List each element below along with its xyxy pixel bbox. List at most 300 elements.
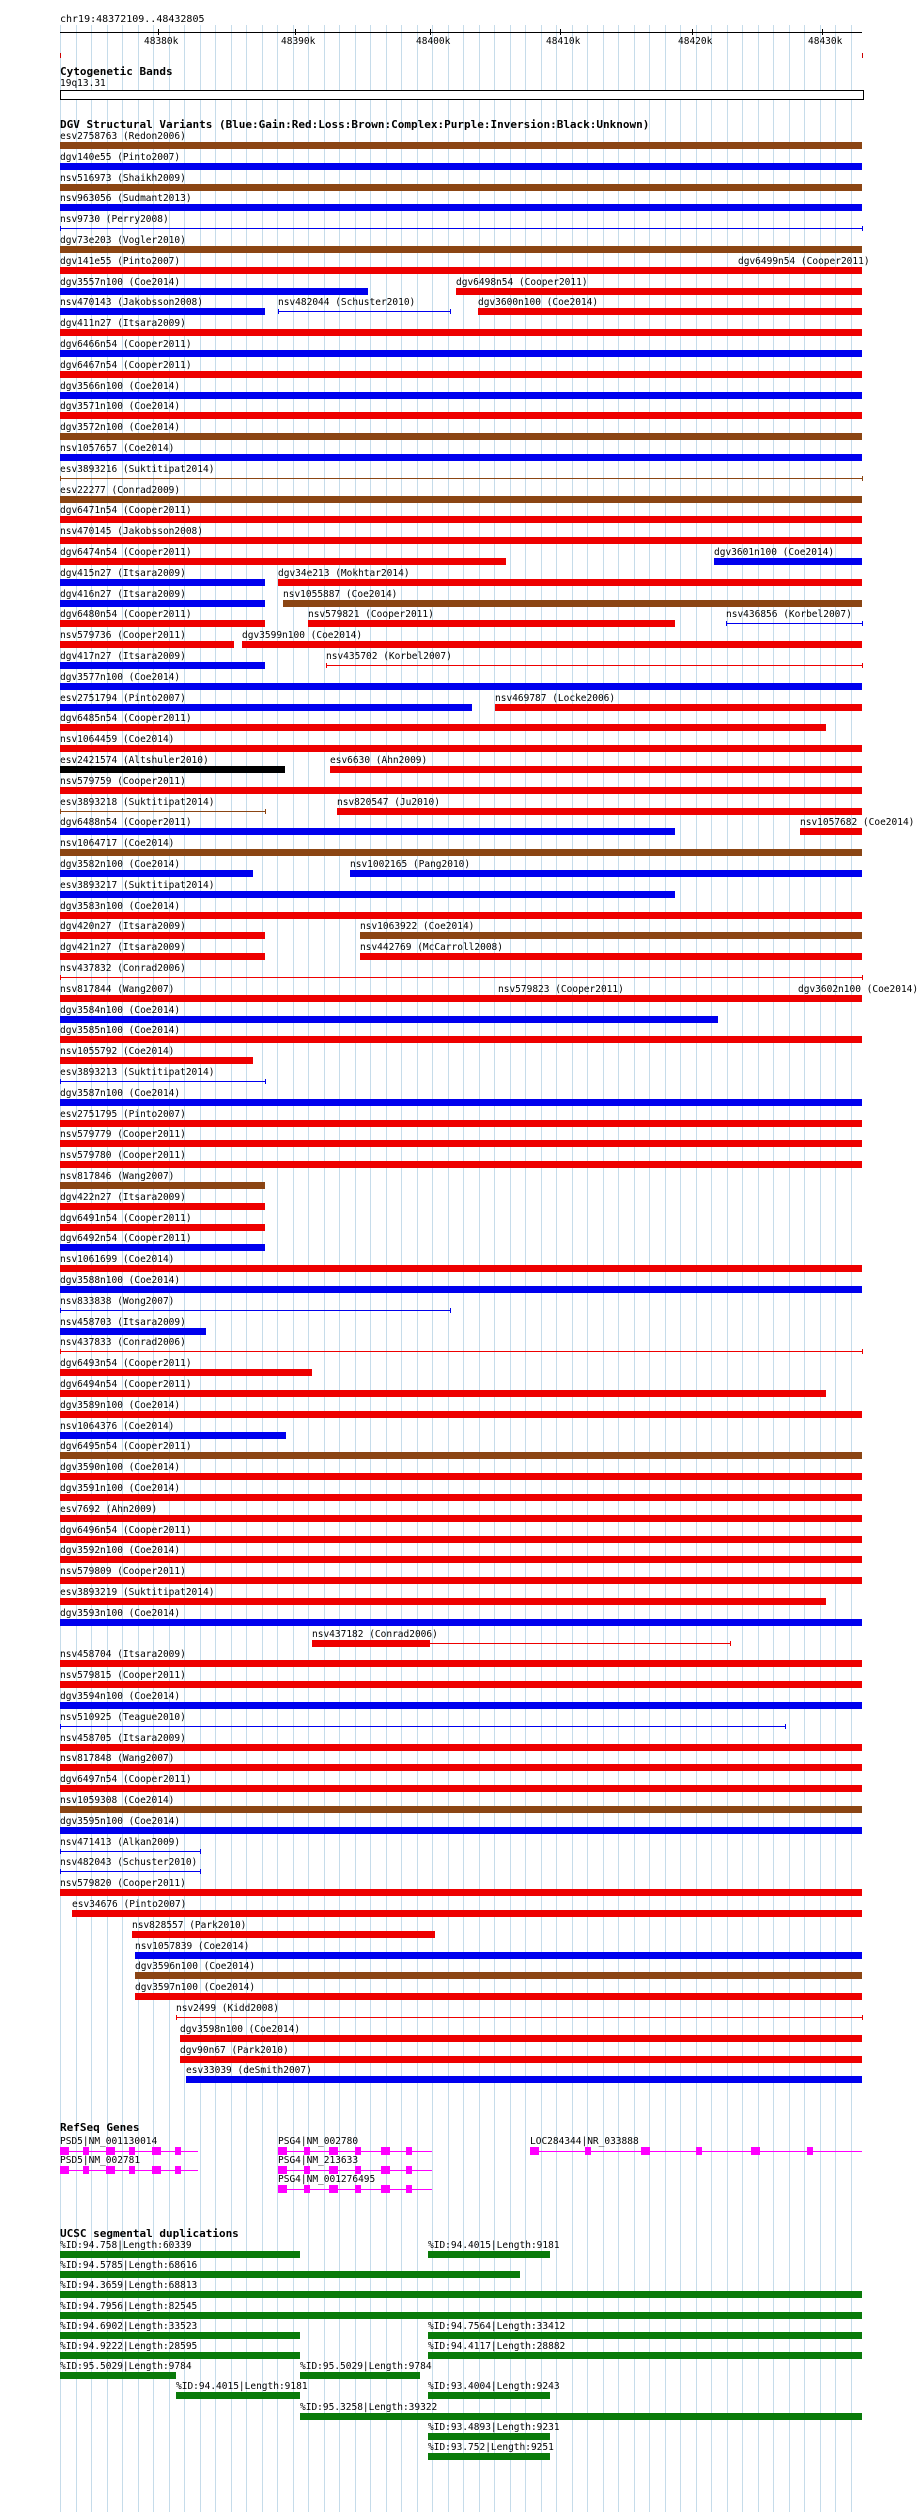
variant-bar[interactable] [360, 932, 862, 939]
gene-exon[interactable] [406, 2166, 412, 2174]
gene-exon[interactable] [304, 2147, 310, 2155]
segdup-bar[interactable] [428, 2453, 550, 2460]
variant-bar[interactable] [60, 683, 862, 690]
gene-exon[interactable] [355, 2147, 361, 2155]
variant-bar[interactable] [60, 891, 675, 898]
variant-label: dgv411n27 (Itsara2009) [60, 318, 186, 329]
segdup-bar[interactable] [60, 2271, 520, 2278]
variant-end-tick [785, 1724, 786, 1729]
variant-end-tick [60, 1349, 61, 1354]
variant-bar[interactable] [60, 163, 862, 170]
variant-label: nsv469787 (Locke2006) [495, 693, 616, 704]
variant-bar[interactable] [60, 142, 862, 149]
variant-end-tick [862, 663, 863, 668]
variant-label: nsv458704 (Itsara2009) [60, 1649, 186, 1660]
variant-end-tick [862, 975, 863, 980]
variant-bar[interactable] [60, 1660, 862, 1667]
region-label: chr19:48372109..48432805 [60, 14, 205, 25]
variant-label: nsv458703 (Itsara2009) [60, 1317, 186, 1328]
segdup-bar[interactable] [176, 2392, 300, 2399]
variant-bar[interactable] [60, 412, 862, 419]
variant-label: dgv3572n100 (Coe2014) [60, 422, 181, 433]
segdup-label: %ID:93.4004|Length:9243 [428, 2381, 560, 2392]
ruler-tick-label: 48390k [281, 36, 316, 47]
variant-label: nsv1064459 (Coe2014) [60, 734, 175, 745]
variant-bar[interactable] [60, 1390, 826, 1397]
variant-bar[interactable] [60, 579, 265, 586]
ruler-tick [430, 29, 431, 35]
variant-label: nsv2499 (Kidd2008) [176, 2003, 279, 2014]
segdup-bar[interactable] [428, 2332, 862, 2339]
gene-exon[interactable] [807, 2147, 813, 2155]
variant-bar[interactable] [60, 1619, 862, 1626]
variant-bar[interactable] [60, 1536, 862, 1543]
variant-bar[interactable] [180, 2056, 862, 2063]
segdup-bar[interactable] [300, 2372, 420, 2379]
variant-bar[interactable] [60, 1744, 862, 1751]
variant-bar[interactable] [738, 267, 862, 274]
variant-bar[interactable] [135, 1972, 862, 1979]
variant-bar[interactable] [60, 662, 265, 669]
variant-label: dgv422n27 (Itsara2009) [60, 1192, 186, 1203]
variant-end-tick [60, 1079, 61, 1084]
segdup-label: %ID:94.5785|Length:68616 [60, 2260, 198, 2271]
variant-label: nsv1063922 (Coe2014) [360, 921, 475, 932]
variant-end-tick [265, 1079, 266, 1084]
variant-label: dgv3598n100 (Coe2014) [180, 2024, 301, 2035]
variant-bar[interactable] [60, 392, 862, 399]
gene-exon[interactable] [129, 2166, 135, 2174]
segdup-bar[interactable] [60, 2352, 300, 2359]
variant-bar[interactable] [60, 724, 826, 731]
variant-label: nsv437182 (Conrad2006) [312, 1629, 438, 1640]
variant-bar[interactable] [60, 870, 253, 877]
variant-label: dgv6466n54 (Cooper2011) [60, 339, 192, 350]
variant-bar[interactable] [60, 308, 265, 315]
variant-label: nsv579820 (Cooper2011) [60, 1878, 186, 1889]
variant-label: esv2758763 (Redon2006) [60, 131, 186, 142]
variant-bar[interactable] [60, 1099, 862, 1106]
variant-end-tick [326, 663, 327, 668]
gene-exon[interactable] [304, 2185, 310, 2193]
ruler-tick [560, 29, 561, 35]
gene-exon[interactable] [60, 2147, 69, 2155]
variant-end-tick [730, 1641, 731, 1646]
segdup-bar[interactable] [428, 2392, 550, 2399]
variant-label: nsv1057657 (Coe2014) [60, 443, 175, 454]
variant-bar[interactable] [60, 1577, 862, 1584]
gene-exon[interactable] [175, 2147, 181, 2155]
variant-label: esv33039 (deSmith2007) [186, 2065, 312, 2076]
variant-bar[interactable] [60, 912, 862, 919]
gene-exon[interactable] [355, 2185, 361, 2193]
gene-exon[interactable] [278, 2185, 287, 2193]
variant-label: dgv3566n100 (Coe2014) [60, 381, 181, 392]
gene-exon[interactable] [175, 2166, 181, 2174]
variant-bar-block[interactable] [312, 1640, 430, 1647]
variant-label: nsv1061699 (Coe2014) [60, 1254, 175, 1265]
segdup-bar[interactable] [60, 2291, 862, 2298]
variant-bar[interactable] [60, 766, 285, 773]
variant-end-tick [60, 226, 61, 231]
variant-bar[interactable] [326, 665, 862, 666]
variant-label: nsv437832 (Conrad2006) [60, 963, 186, 974]
variant-bar[interactable] [60, 1120, 862, 1127]
ruler-tick-label: 48380k [144, 36, 179, 47]
variant-bar[interactable] [350, 870, 862, 877]
variant-bar[interactable] [132, 1931, 435, 1938]
variant-label: dgv3587n100 (Coe2014) [60, 1088, 181, 1099]
variant-bar[interactable] [60, 1351, 862, 1352]
variant-label: esv22277 (Conrad2009) [60, 485, 181, 496]
variant-bar[interactable] [60, 787, 862, 794]
variant-bar[interactable] [60, 1182, 265, 1189]
gene-label: PSD5|NM_001130014 [60, 2136, 158, 2147]
variant-bar[interactable] [60, 1764, 862, 1771]
variant-label: dgv6494n54 (Cooper2011) [60, 1379, 192, 1390]
variant-bar[interactable] [60, 1827, 862, 1834]
variant-bar[interactable] [60, 1036, 862, 1043]
segdup-bar[interactable] [60, 2372, 176, 2379]
variant-bar[interactable] [60, 1328, 206, 1335]
variant-bar[interactable] [60, 1224, 265, 1231]
variant-end-tick [60, 1724, 61, 1729]
variant-end-tick [265, 809, 266, 814]
gene-label: LOC284344|NR_033888 [530, 2136, 639, 2147]
variant-bar[interactable] [60, 246, 862, 253]
variant-bar[interactable] [60, 600, 265, 607]
variant-label: dgv6492n54 (Cooper2011) [60, 1233, 192, 1244]
variant-label: nsv471413 (Alkan2009) [60, 1837, 181, 1848]
variant-bar[interactable] [60, 977, 862, 978]
gene-exon[interactable] [381, 2185, 390, 2193]
gene-exon[interactable] [355, 2166, 361, 2174]
gene-exon[interactable] [106, 2147, 115, 2155]
variant-bar[interactable] [72, 1910, 862, 1917]
variant-bar[interactable] [60, 1473, 862, 1480]
variant-bar[interactable] [60, 1369, 312, 1376]
variant-bar[interactable] [798, 995, 862, 1002]
variant-label: esv34676 (Pinto2007) [72, 1899, 187, 1910]
variant-bar[interactable] [60, 1726, 785, 1727]
variant-label: nsv579815 (Cooper2011) [60, 1670, 186, 1681]
variant-label: dgv3590n100 (Coe2014) [60, 1462, 181, 1473]
ruler-tick-label: 48410k [546, 36, 581, 47]
gene-exon[interactable] [304, 2166, 310, 2174]
segdup-bar[interactable] [428, 2251, 550, 2258]
variant-label: dgv3582n100 (Coe2014) [60, 859, 181, 870]
variant-end-tick [862, 621, 863, 626]
variant-bar[interactable] [60, 1016, 718, 1023]
gene-exon[interactable] [129, 2147, 135, 2155]
ruler-tick [295, 29, 296, 35]
variant-label: dgv6496n54 (Cooper2011) [60, 1525, 192, 1536]
variant-bar[interactable] [337, 808, 862, 815]
variant-end-tick [60, 1849, 61, 1854]
segdup-label: %ID:93.752|Length:9251 [428, 2442, 554, 2453]
ruler-tick-label: 48400k [416, 36, 451, 47]
variant-bar[interactable] [60, 1806, 862, 1813]
segdup-bar[interactable] [60, 2251, 300, 2258]
variant-end-tick [60, 476, 61, 481]
variant-bar[interactable] [60, 1702, 862, 1709]
variant-label: nsv579736 (Cooper2011) [60, 630, 186, 641]
variant-bar[interactable] [726, 623, 862, 624]
variant-label: nsv1064376 (Coe2014) [60, 1421, 175, 1432]
variant-end-tick [450, 1308, 451, 1313]
variant-bar[interactable] [60, 953, 265, 960]
variant-label: nsv817844 (Wang2007) [60, 984, 175, 995]
gene-label: PSG4|NM_001276495 [278, 2174, 376, 2185]
segdup-bar[interactable] [428, 2352, 862, 2359]
variant-bar[interactable] [60, 1494, 862, 1501]
variant-bar[interactable] [60, 745, 862, 752]
variant-bar[interactable] [800, 828, 862, 835]
variant-bar[interactable] [714, 558, 862, 565]
variant-bar[interactable] [60, 1871, 200, 1872]
variant-bar[interactable] [60, 1785, 862, 1792]
variant-label: dgv6467n54 (Cooper2011) [60, 360, 192, 371]
variant-label: nsv1057682 (Coe2014) [800, 817, 915, 828]
variant-label: nsv1059308 (Coe2014) [60, 1795, 175, 1806]
variant-bar[interactable] [135, 1993, 862, 2000]
variant-end-tick [450, 309, 451, 314]
variant-bar[interactable] [60, 433, 862, 440]
gene-exon[interactable] [152, 2147, 161, 2155]
variant-label: nsv458705 (Itsara2009) [60, 1733, 186, 1744]
variant-end-tick [200, 1849, 201, 1854]
variant-bar[interactable] [60, 620, 265, 627]
segdup-label: %ID:94.7956|Length:82545 [60, 2301, 198, 2312]
gene-exon[interactable] [406, 2185, 412, 2193]
variant-bar[interactable] [60, 1265, 862, 1272]
segdup-label: %ID:94.3659|Length:68813 [60, 2280, 198, 2291]
ruler-tick-label: 48430k [808, 36, 843, 47]
variant-bar[interactable] [176, 2017, 862, 2018]
segdup-bar[interactable] [300, 2413, 862, 2420]
variant-bar[interactable] [60, 1515, 862, 1522]
variant-label: esv3893219 (Suktitipat2014) [60, 1587, 215, 1598]
variant-label: dgv34e213 (Mokhtar2014) [278, 568, 410, 579]
gene-exon[interactable] [381, 2147, 390, 2155]
variant-label: nsv817848 (Wang2007) [60, 1753, 175, 1764]
variant-bar[interactable] [60, 204, 862, 211]
variant-label: dgv3593n100 (Coe2014) [60, 1608, 181, 1619]
variant-label: nsv510925 (Teague2010) [60, 1712, 186, 1723]
variant-label: nsv470145 (Jakobsson2008) [60, 526, 203, 537]
gene-exon[interactable] [278, 2147, 287, 2155]
variant-label: nsv828557 (Park2010) [132, 1920, 247, 1931]
cytoband-bar[interactable] [60, 90, 864, 100]
variant-bar[interactable] [60, 641, 234, 648]
variant-label: dgv3594n100 (Coe2014) [60, 1691, 181, 1702]
variant-label: dgv417n27 (Itsara2009) [60, 651, 186, 662]
segdup-label: %ID:95.3258|Length:39322 [300, 2402, 438, 2413]
variant-bar[interactable] [60, 537, 862, 544]
gene-exon[interactable] [329, 2166, 338, 2174]
variant-label: esv2751794 (Pinto2007) [60, 693, 186, 704]
variant-label: esv3893216 (Suktitipat2014) [60, 464, 215, 475]
variant-label: dgv6485n54 (Cooper2011) [60, 713, 192, 724]
variant-bar[interactable] [60, 1598, 826, 1605]
variant-bar[interactable] [60, 288, 368, 295]
segdup-bar[interactable] [60, 2312, 862, 2319]
variant-bar[interactable] [278, 311, 450, 312]
gene-exon[interactable] [751, 2147, 760, 2155]
variant-bar[interactable] [478, 308, 862, 315]
gene-exon[interactable] [83, 2147, 89, 2155]
variant-label: nsv442769 (McCarroll2008) [360, 942, 503, 953]
variant-bar[interactable] [60, 1889, 862, 1896]
variant-bar[interactable] [60, 1411, 862, 1418]
variant-label: dgv3595n100 (Coe2014) [60, 1816, 181, 1827]
variant-bar[interactable] [60, 371, 862, 378]
variant-bar[interactable] [495, 704, 862, 711]
variant-bar[interactable] [283, 600, 862, 607]
ruler-end-tick [60, 53, 61, 58]
variant-bar[interactable] [278, 579, 862, 586]
variant-bar[interactable] [60, 704, 472, 711]
variant-label: dgv3584n100 (Coe2014) [60, 1005, 181, 1016]
variant-bar[interactable] [498, 995, 588, 1002]
variant-bar[interactable] [60, 1681, 862, 1688]
variant-bar[interactable] [186, 2076, 862, 2083]
variant-bar[interactable] [242, 641, 862, 648]
variant-label: nsv436856 (Korbel2007) [726, 609, 852, 620]
variant-label: esv2421574 (Altshuler2010) [60, 755, 209, 766]
variant-bar[interactable] [60, 995, 862, 1002]
variant-label: esv3893213 (Suktitipat2014) [60, 1067, 215, 1078]
variant-end-tick [60, 809, 61, 814]
gene-exon[interactable] [83, 2166, 89, 2174]
variant-bar[interactable] [60, 478, 862, 479]
segdup-label: %ID:94.4015|Length:9181 [176, 2381, 308, 2392]
variant-label: dgv6493n54 (Cooper2011) [60, 1358, 192, 1369]
segdup-label: %ID:95.5029|Length:9784 [300, 2361, 432, 2372]
variant-label: dgv6480n54 (Cooper2011) [60, 609, 192, 620]
variant-bar[interactable] [60, 932, 265, 939]
variant-bar[interactable] [308, 620, 675, 627]
variant-label: dgv6495n54 (Cooper2011) [60, 1441, 192, 1452]
variant-label: nsv817846 (Wang2007) [60, 1171, 175, 1182]
variant-label: dgv416n27 (Itsara2009) [60, 589, 186, 600]
variant-end-tick [862, 476, 863, 481]
variant-bar[interactable] [60, 228, 862, 229]
variant-end-tick [862, 226, 863, 231]
variant-label: dgv73e203 (Vogler2010) [60, 235, 186, 246]
variant-bar[interactable] [60, 811, 265, 812]
variant-bar[interactable] [60, 849, 862, 856]
variant-label: dgv3577n100 (Coe2014) [60, 672, 181, 683]
variant-bar[interactable] [60, 1140, 862, 1147]
variant-label: nsv516973 (Shaikh2009) [60, 173, 186, 184]
variant-bar[interactable] [60, 267, 738, 274]
segdup-label: %ID:94.7564|Length:33412 [428, 2321, 566, 2332]
variant-bar[interactable] [60, 1556, 862, 1563]
variant-label: dgv3600n100 (Coe2014) [478, 297, 599, 308]
dgv-track-title: DGV Structural Variants (Blue:Gain:Red:Loss:Brown:Complex:Purple:Inversion:Black:Unknown) [60, 118, 650, 131]
gene-exon[interactable] [585, 2147, 591, 2155]
variant-end-tick [60, 1308, 61, 1313]
refseq-track-title: RefSeq Genes [60, 2121, 140, 2134]
gene-exon[interactable] [329, 2147, 338, 2155]
variant-bar[interactable] [60, 1851, 200, 1852]
gene-label: PSG4|NM_213633 [278, 2155, 359, 2166]
gene-exon[interactable] [106, 2166, 115, 2174]
variant-label: nsv437833 (Conrad2006) [60, 1337, 186, 1348]
variant-bar[interactable] [60, 1244, 265, 1251]
variant-bar[interactable] [60, 1452, 862, 1459]
variant-label: dgv6471n54 (Cooper2011) [60, 505, 192, 516]
gene-exon[interactable] [696, 2147, 702, 2155]
variant-bar[interactable] [60, 1310, 450, 1311]
variant-label: dgv3591n100 (Coe2014) [60, 1483, 181, 1494]
variant-end-tick [200, 1869, 201, 1874]
variant-end-tick [726, 621, 727, 626]
variant-label: dgv3571n100 (Coe2014) [60, 401, 181, 412]
variant-bar[interactable] [330, 766, 862, 773]
variant-bar[interactable] [60, 558, 506, 565]
variant-label: dgv3585n100 (Coe2014) [60, 1025, 181, 1036]
variant-bar[interactable] [60, 1203, 265, 1210]
gene-exon[interactable] [152, 2166, 161, 2174]
variant-bar[interactable] [60, 1161, 862, 1168]
gene-label: PSD5|NM_002781 [60, 2155, 141, 2166]
variant-bar[interactable] [60, 1081, 265, 1082]
variant-label: esv3893217 (Suktitipat2014) [60, 880, 215, 891]
variant-bar[interactable] [60, 1432, 286, 1439]
variant-bar[interactable] [60, 1057, 253, 1064]
variant-label: nsv820547 (Ju2010) [337, 797, 440, 808]
gene-exon[interactable] [406, 2147, 412, 2155]
variant-label: dgv3597n100 (Coe2014) [135, 1982, 256, 1993]
variant-label: dgv3583n100 (Coe2014) [60, 901, 181, 912]
variant-label: nsv435702 (Korbel2007) [326, 651, 452, 662]
variant-bar[interactable] [456, 288, 862, 295]
gene-exon[interactable] [60, 2166, 69, 2174]
variant-label: dgv6488n54 (Cooper2011) [60, 817, 192, 828]
variant-label: nsv579759 (Cooper2011) [60, 776, 186, 787]
variant-bar[interactable] [60, 828, 675, 835]
gene-exon[interactable] [381, 2166, 390, 2174]
gene-exon[interactable] [641, 2147, 650, 2155]
variant-label: dgv140e55 (Pinto2007) [60, 152, 181, 163]
gene-exon[interactable] [278, 2166, 287, 2174]
variant-bar[interactable] [60, 184, 862, 191]
variant-bar[interactable] [60, 454, 862, 461]
variant-label: dgv3589n100 (Coe2014) [60, 1400, 181, 1411]
gene-exon[interactable] [530, 2147, 539, 2155]
variant-label: nsv482043 (Schuster2010) [60, 1857, 198, 1868]
gene-exon[interactable] [329, 2185, 338, 2193]
variant-bar[interactable] [60, 516, 862, 523]
segdup-bar[interactable] [60, 2332, 300, 2339]
variant-bar[interactable] [60, 496, 862, 503]
cytoband-title: Cytogenetic Bands [60, 65, 173, 78]
variant-bar[interactable] [60, 1286, 862, 1293]
segdup-bar[interactable] [428, 2433, 550, 2440]
variant-bar[interactable] [60, 350, 862, 357]
variant-bar[interactable] [360, 953, 862, 960]
variant-bar[interactable] [180, 2035, 862, 2042]
variant-end-tick [60, 1869, 61, 1874]
variant-label: esv7692 (Ahn2009) [60, 1504, 158, 1515]
variant-bar[interactable] [135, 1952, 862, 1959]
variant-label: dgv420n27 (Itsara2009) [60, 921, 186, 932]
variant-label: dgv6474n54 (Cooper2011) [60, 547, 192, 558]
variant-label: nsv963056 (Sudmant2013) [60, 193, 192, 204]
variant-bar[interactable] [60, 329, 862, 336]
